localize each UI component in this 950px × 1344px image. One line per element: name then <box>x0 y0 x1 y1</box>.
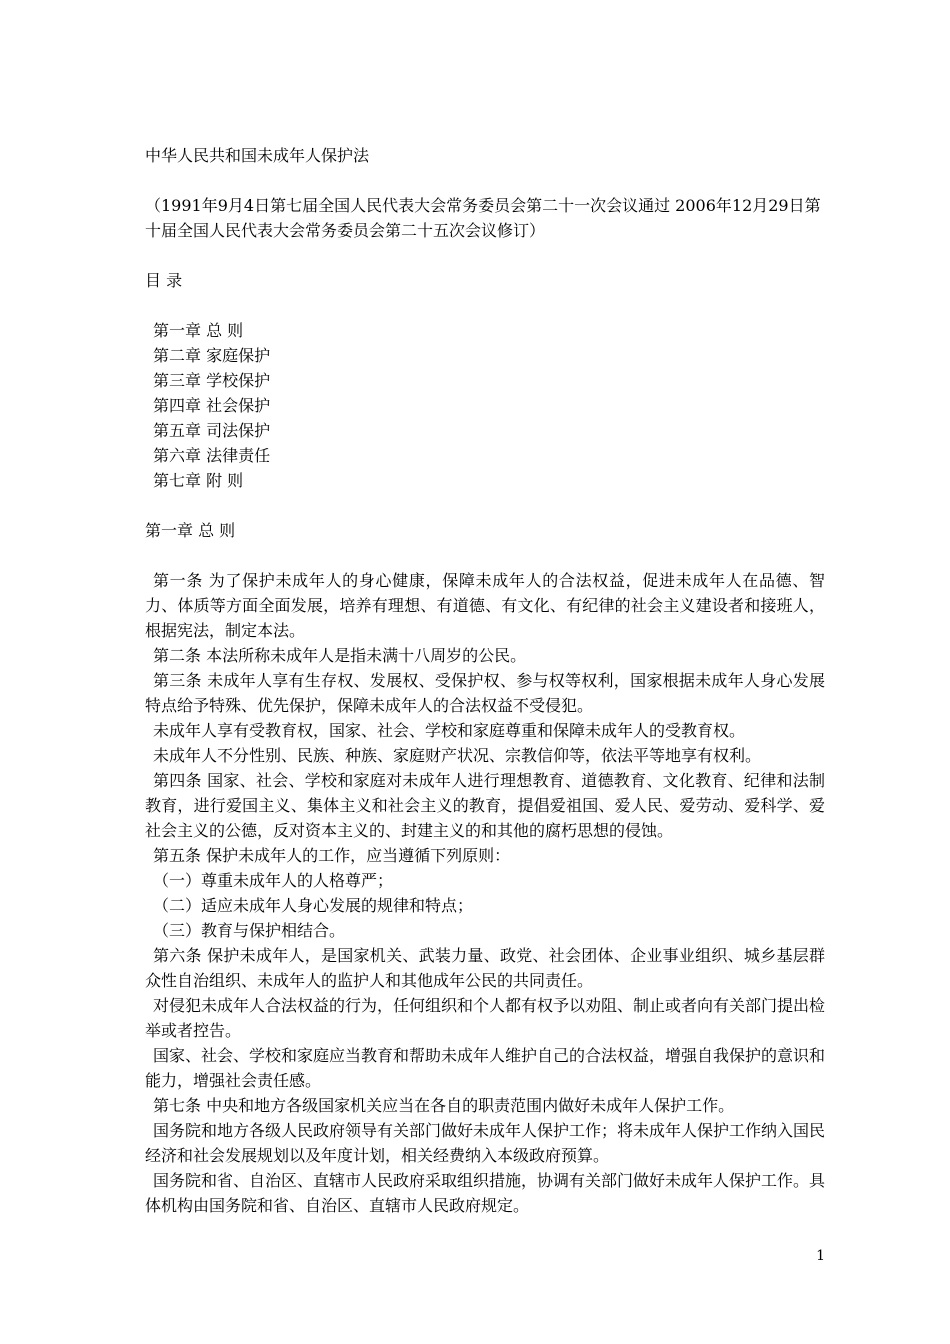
paragraph: 第五条 保护未成年人的工作，应当遵循下列原则： <box>153 846 511 865</box>
table-of-contents <box>145 318 825 493</box>
toc-item: 第六章 法律责任 <box>153 446 271 465</box>
paragraph: 第七条 中央和地方各级国家机关应当在各自的职责范围内做好未成年人保护工作。 <box>153 1096 735 1115</box>
paragraph: （三）教育与保护相结合。 <box>153 921 346 940</box>
chapter-text <box>145 568 825 1218</box>
document-subtitle: （1991年9月4日第七届全国人民代表大会常务委员会第二十一次会议通过 2006年12月29日第十届全国人民代表大会常务委员会第二十五次会议修订） <box>145 196 821 240</box>
paragraph: 未成年人不分性别、民族、种族、家庭财产状况、宗教信仰等，依法平等地享有权利。 <box>153 746 762 765</box>
paragraph: （一）尊重未成年人的人格尊严； <box>153 871 394 890</box>
page-number: 1 <box>816 1248 825 1264</box>
toc-item: 第二章 家庭保护 <box>153 346 271 365</box>
paragraph: 第三条 未成年人享有生存权、发展权、受保护权、参与权等权利，国家根据未成年人身心发展特点给予特殊、优先保护，保障未成年人的合法权益不受侵犯。 <box>145 671 825 715</box>
paragraph: 第一条 为了保护未成年人的身心健康，保障未成年人的合法权益，促进未成年人在品德、智力、体质等方面全面发展，培养有理想、有道德、有文化、有纪律的社会主义建设者和接班人，根据宪法，制定本法。 <box>145 571 825 640</box>
document-body <box>145 143 825 1218</box>
paragraph: 国家、社会、学校和家庭应当教育和帮助未成年人维护自己的合法权益，增强自我保护的意识和能力，增强社会责任感。 <box>145 1046 826 1090</box>
document-title: 中华人民共和国未成年人保护法 <box>145 146 370 165</box>
paragraph: 第六条 保护未成年人，是国家机关、武装力量、政党、社会团体、企业事业组织、城乡基层群众性自治组织、未成年人的监护人和其他成年公民的共同责任。 <box>145 946 825 990</box>
paragraph: （二）适应未成年人身心发展的规律和特点； <box>153 896 474 915</box>
paragraph: 第四条 国家、社会、学校和家庭对未成年人进行理想教育、道德教育、文化教育、纪律和法制教育，进行爱国主义、集体主义和社会主义的教育，提倡爱祖国、爱人民、爱劳动、爱科学、爱社会主义的公德，反对资本主义的、封建主义的和其他的腐朽思想的侵蚀。 <box>145 771 825 840</box>
toc-heading: 目 录 <box>145 271 183 290</box>
paragraph: 对侵犯未成年人合法权益的行为，任何组织和个人都有权予以劝阻、制止或者向有关部门提出检举或者控告。 <box>145 996 826 1040</box>
toc-item: 第四章 社会保护 <box>153 396 271 415</box>
chapter-heading: 第一章 总 则 <box>145 521 236 540</box>
paragraph: 国务院和地方各级人民政府领导有关部门做好未成年人保护工作；将未成年人保护工作纳入国民经济和社会发展规划以及年度计划，相关经费纳入本级政府预算。 <box>145 1121 826 1165</box>
toc-item: 第七章 附 则 <box>153 471 244 490</box>
toc-item: 第三章 学校保护 <box>153 371 271 390</box>
paragraph: 第二条 本法所称未成年人是指未满十八周岁的公民。 <box>153 646 527 665</box>
toc-item: 第五章 司法保护 <box>153 421 271 440</box>
paragraph: 国务院和省、自治区、直辖市人民政府采取组织措施，协调有关部门做好未成年人保护工作。具体机构由国务院和省、自治区、直辖市人民政府规定。 <box>145 1171 826 1215</box>
paragraph: 未成年人享有受教育权，国家、社会、学校和家庭尊重和保障未成年人的受教育权。 <box>153 721 746 740</box>
toc-item: 第一章 总 则 <box>153 321 244 340</box>
